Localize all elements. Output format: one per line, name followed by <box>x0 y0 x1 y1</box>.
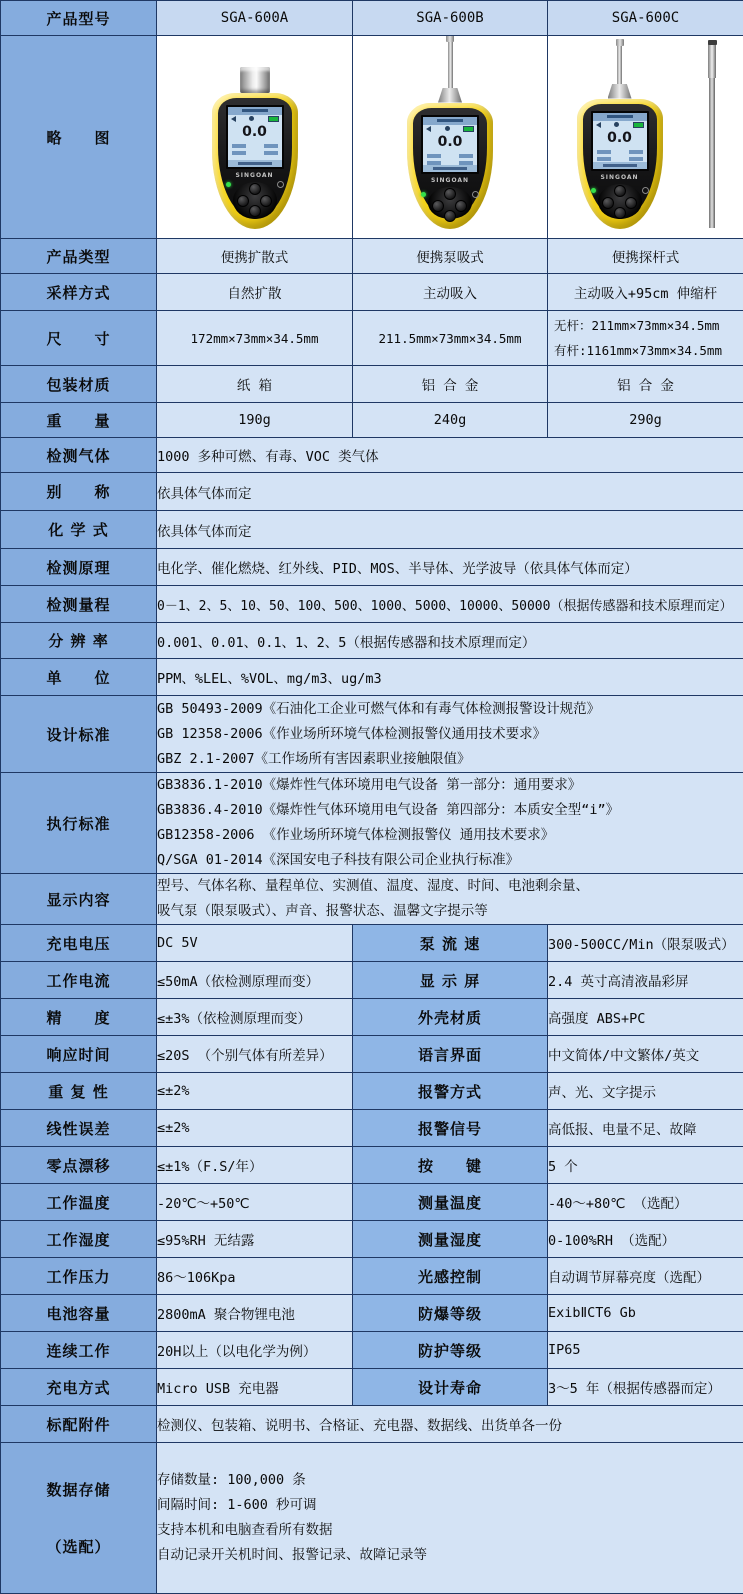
row-working-temp-measure-temp <box>1 1184 743 1221</box>
label-protection-rating: 防护等级 <box>353 1332 548 1369</box>
label-detected-gas: 检测气体 <box>1 438 157 473</box>
label-accuracy: 精 度 <box>1 999 157 1036</box>
row-chemical-formula <box>1 511 743 549</box>
value-packaging-c: 铝 合 金 <box>548 366 743 403</box>
value-design-standard <box>157 696 743 773</box>
value-accessories: 检测仪、包装箱、说明书、合格证、充电器、数据线、出货单各一份 <box>157 1406 743 1443</box>
value-working-pressure: 86～106Kpa <box>157 1258 353 1295</box>
value-design-life: 3～5 年（根据传感器而定） <box>548 1369 743 1406</box>
value-weight-c: 290g <box>548 403 743 438</box>
screen-title-bar <box>423 117 477 125</box>
value-product-type-c: 便携探杆式 <box>548 239 743 274</box>
value-alarm-signal: 高低报、电量不足、故障 <box>548 1110 743 1147</box>
value-sampling-a: 自然扩散 <box>157 274 353 311</box>
executive-standard-line: GB12358-2006 《作业场所环境气体检测报警仪 通用技术要求》 <box>157 823 743 848</box>
power-icon <box>642 187 649 194</box>
display-content-line: 吸气泵（限泵吸式）、声音、报警状态、温馨文字提示等 <box>157 899 743 924</box>
design-standard-line: GBZ 2.1-2007《工作场所有害因素职业接触限值》 <box>157 747 743 772</box>
gas-detector-image <box>407 36 493 229</box>
display-content-line: 型号、气体名称、量程单位、实测值、温度、湿度、时间、电池剩余量、 <box>157 874 743 899</box>
value-keys: 5 个 <box>548 1147 743 1184</box>
row-working-humidity-measure-humidity <box>1 1221 743 1258</box>
label-zero-drift: 零点漂移 <box>1 1147 157 1184</box>
label-alarm-mode: 报警方式 <box>353 1073 548 1110</box>
value-detected-gas: 1000 多种可燃、有毒、VOC 类气体 <box>157 438 743 473</box>
fan-icon <box>445 126 450 131</box>
data-storage-line: 支持本机和电脑查看所有数据 <box>157 1518 743 1543</box>
label-shell-material: 外壳材质 <box>353 999 548 1036</box>
row-detected-gas <box>1 438 743 473</box>
row-battery-explosion-proof <box>1 1295 743 1332</box>
label-accessories: 标配附件 <box>1 1406 157 1443</box>
value-product-type-b: 便携泵吸式 <box>353 239 548 274</box>
size-c-line-2: 有杆:1161mm×73mm×34.5mm <box>548 338 743 363</box>
label-working-pressure: 工作压力 <box>1 1258 157 1295</box>
row-alias <box>1 473 743 511</box>
label-charging-method: 充电方式 <box>1 1369 157 1406</box>
screen-reading: 0.0 <box>423 133 477 151</box>
model-name-sga-600c: SGA-600C <box>548 1 743 36</box>
value-shell-material: 高强度 ABS+PC <box>548 999 743 1036</box>
fan-icon <box>614 122 619 127</box>
sensor-cap-icon <box>240 67 270 93</box>
brand-label: SINGOAN <box>600 174 638 181</box>
row-resolution <box>1 623 743 659</box>
label-working-current: 工作电流 <box>1 962 157 999</box>
label-repeatability: 重 复 性 <box>1 1073 157 1110</box>
label-alias: 别 称 <box>1 473 157 511</box>
data-storage-label-line-1: 数据存储 <box>1 1479 156 1500</box>
value-alias: 依具体气体而定 <box>157 473 743 511</box>
label-explosion-proof-rating: 防爆等级 <box>353 1295 548 1332</box>
label-pump-flow: 泵 流 速 <box>353 925 548 962</box>
value-packaging-a: 纸 箱 <box>157 366 353 403</box>
label-working-humidity: 工作湿度 <box>1 1221 157 1258</box>
row-size <box>1 311 743 366</box>
row-continuous-work-protection <box>1 1332 743 1369</box>
value-charging-method: Micro USB 充电器 <box>157 1369 353 1406</box>
value-measure-humidity: 0-100%RH （选配） <box>548 1221 743 1258</box>
screen-status-bar <box>593 162 647 169</box>
screen-title-bar <box>593 113 647 121</box>
label-design-life: 设计寿命 <box>353 1369 548 1406</box>
value-alarm-mode: 声、光、文字提示 <box>548 1073 743 1110</box>
row-unit <box>1 659 743 696</box>
row-accuracy-shell-material <box>1 999 743 1036</box>
row-response-time-language <box>1 1036 743 1073</box>
label-display-content: 显示内容 <box>1 874 157 925</box>
button-cluster <box>428 187 472 219</box>
button-cluster <box>233 182 277 219</box>
value-protection-rating: IP65 <box>548 1332 743 1369</box>
device-body <box>577 99 663 229</box>
label-unit: 单 位 <box>1 659 157 696</box>
row-sketch <box>1 36 743 239</box>
value-sampling-c: 主动吸入+95cm 伸缩杆 <box>548 274 743 311</box>
label-response-time: 响应时间 <box>1 1036 157 1073</box>
model-name-sga-600b: SGA-600B <box>353 1 548 36</box>
row-sampling <box>1 274 743 311</box>
label-detection-range: 检测量程 <box>1 586 157 623</box>
label-measure-humidity: 测量湿度 <box>353 1221 548 1258</box>
gas-detector-image <box>212 41 298 229</box>
power-icon <box>472 191 479 198</box>
value-display-screen: 2.4 英寸高清液晶彩屏 <box>548 962 743 999</box>
label-executive-standard: 执行标准 <box>1 773 157 874</box>
design-standard-line: GB 50493-2009《石油化工企业可燃气体和有毒气体检测报警设计规范》 <box>157 697 743 722</box>
value-detection-principle: 电化学、催化燃烧、红外线、PID、MOS、半导体、光学波导（依具体气体而定） <box>157 549 743 586</box>
label-linearity-error: 线性误差 <box>1 1110 157 1147</box>
row-charging-voltage-pump-flow <box>1 925 743 962</box>
row-charging-method-design-life <box>1 1369 743 1406</box>
data-storage-line: 存储数量: 100,000 条 <box>157 1468 743 1493</box>
executive-standard-line: GB3836.4-2010《爆炸性气体环境用电气设备 第四部分：本质安全型“i”》 <box>157 798 743 823</box>
data-storage-label-line-2: （选配） <box>1 1536 156 1557</box>
row-repeatability-alarm-mode <box>1 1073 743 1110</box>
screen-title-bar <box>228 107 282 115</box>
label-packaging: 包装材质 <box>1 366 157 403</box>
battery-icon <box>268 116 279 122</box>
row-product-model <box>1 1 743 36</box>
value-working-current: ≤50mA（依检测原理而变） <box>157 962 353 999</box>
value-language: 中文简体/中文繁体/英文 <box>548 1036 743 1073</box>
value-working-humidity: ≤95%RH 无结露 <box>157 1221 353 1258</box>
value-battery-capacity: 2800mA 聚合物锂电池 <box>157 1295 353 1332</box>
value-working-temperature: -20℃～+50℃ <box>157 1184 353 1221</box>
telescopic-rod-cap-icon <box>708 40 717 45</box>
value-accuracy: ≤±3%（依检测原理而变） <box>157 999 353 1036</box>
speaker-icon <box>596 122 601 128</box>
label-battery-capacity: 电池容量 <box>1 1295 157 1332</box>
device-body <box>407 103 493 229</box>
product-image-cell-sga-600a <box>157 36 353 239</box>
label-display-screen: 显 示 屏 <box>353 962 548 999</box>
row-weight <box>1 403 743 438</box>
screen-status-bar <box>228 160 282 167</box>
value-sampling-b: 主动吸入 <box>353 274 548 311</box>
brand-label: SINGOAN <box>431 177 469 184</box>
value-repeatability: ≤±2% <box>157 1073 353 1110</box>
design-standard-line: GB 12358-2006《作业场所环境气体检测报警仪通用技术要求》 <box>157 722 743 747</box>
value-display-content <box>157 874 743 925</box>
product-image-cell-sga-600c <box>548 36 743 239</box>
executive-standard-line: GB3836.1-2010《爆炸性气体环境用电气设备 第一部分：通用要求》 <box>157 773 743 798</box>
value-explosion-proof-rating: ExibⅡCT6 Gb <box>548 1295 743 1332</box>
data-storage-line: 间隔时间: 1-600 秒可调 <box>157 1493 743 1518</box>
value-size-c <box>548 311 743 366</box>
row-design-standard <box>1 696 743 773</box>
label-light-control: 光感控制 <box>353 1258 548 1295</box>
screen-status-bar <box>423 165 477 172</box>
probe-tip-icon <box>616 39 624 46</box>
value-response-time: ≤20S （个别气体有所差异） <box>157 1036 353 1073</box>
label-weight: 重 量 <box>1 403 157 438</box>
executive-standard-line: Q/SGA 01-2014《深国安电子科技有限公司企业执行标准》 <box>157 848 743 873</box>
label-sketch: 略 图 <box>1 36 157 239</box>
speaker-icon <box>426 126 431 132</box>
row-detection-range <box>1 586 743 623</box>
data-storage-line: 自动记录开关机时间、报警记录、故障记录等 <box>157 1543 743 1568</box>
brand-label: SINGOAN <box>235 172 273 179</box>
value-size-b: 211.5mm×73mm×34.5mm <box>353 311 548 366</box>
value-unit: PPM、%LEL、%VOL、mg/m3、ug/m3 <box>157 659 743 696</box>
status-led <box>591 188 596 193</box>
row-working-current-display-screen <box>1 962 743 999</box>
label-resolution: 分 辨 率 <box>1 623 157 659</box>
row-product-type <box>1 239 743 274</box>
value-linearity-error: ≤±2% <box>157 1110 353 1147</box>
row-packaging <box>1 366 743 403</box>
device-screen <box>421 115 479 174</box>
status-led <box>421 192 426 197</box>
value-pump-flow: 300-500CC/Min（限泵吸式） <box>548 925 743 962</box>
label-alarm-signal: 报警信号 <box>353 1110 548 1147</box>
row-zero-drift-keys <box>1 1147 743 1184</box>
label-data-storage <box>1 1443 157 1594</box>
row-accessories <box>1 1406 743 1443</box>
label-product-model: 产品型号 <box>1 1 157 36</box>
row-data-storage <box>1 1443 743 1594</box>
value-continuous-work: 20H以上（以电化学为例） <box>157 1332 353 1369</box>
device-screen <box>591 111 649 171</box>
value-charging-voltage: DC 5V <box>157 925 353 962</box>
fan-icon <box>249 116 254 121</box>
battery-icon <box>633 122 644 128</box>
probe-cone-icon <box>608 84 632 99</box>
label-keys: 按 键 <box>353 1147 548 1184</box>
value-measure-temperature: -40～+80℃ （选配） <box>548 1184 743 1221</box>
value-product-type-a: 便携扩散式 <box>157 239 353 274</box>
label-sampling: 采样方式 <box>1 274 157 311</box>
row-detection-principle <box>1 549 743 586</box>
label-product-type: 产品类型 <box>1 239 157 274</box>
value-executive-standard <box>157 773 743 874</box>
model-name-sga-600a: SGA-600A <box>157 1 353 36</box>
device-body <box>212 93 298 229</box>
telescopic-rod-upper-icon <box>708 44 716 78</box>
probe-cone-icon <box>438 88 462 103</box>
product-image-cell-sga-600b <box>353 36 548 239</box>
value-resolution: 0.001、0.01、0.1、1、2、5（根据传感器和技术原理而定） <box>157 623 743 659</box>
label-size: 尺 寸 <box>1 311 157 366</box>
label-working-temperature: 工作温度 <box>1 1184 157 1221</box>
label-language: 语言界面 <box>353 1036 548 1073</box>
power-icon <box>277 181 284 188</box>
device-screen <box>226 105 284 169</box>
speaker-icon <box>231 116 236 122</box>
battery-icon <box>463 126 474 132</box>
screen-reading: 0.0 <box>593 129 647 147</box>
screen-reading: 0.0 <box>228 123 282 141</box>
value-chemical-formula: 依具体气体而定 <box>157 511 743 549</box>
value-detection-range: 0－1、2、5、10、50、100、500、1000、5000、10000、50000（根据传感器和技术原理而定） <box>157 586 743 623</box>
label-design-standard: 设计标准 <box>1 696 157 773</box>
gas-detector-image <box>577 36 663 229</box>
value-weight-a: 190g <box>157 403 353 438</box>
status-led <box>226 182 231 187</box>
probe-rod-icon <box>617 46 622 84</box>
button-cluster <box>598 184 642 219</box>
value-light-control: 自动调节屏幕亮度（选配） <box>548 1258 743 1295</box>
label-detection-principle: 检测原理 <box>1 549 157 586</box>
value-size-a: 172mm×73mm×34.5mm <box>157 311 353 366</box>
value-weight-b: 240g <box>353 403 548 438</box>
label-charging-voltage: 充电电压 <box>1 925 157 962</box>
row-linearity-alarm-signal <box>1 1110 743 1147</box>
size-c-line-1: 无杆：211mm×73mm×34.5mm <box>548 313 743 338</box>
value-data-storage <box>157 1443 743 1594</box>
label-chemical-formula: 化 学 式 <box>1 511 157 549</box>
row-executive-standard <box>1 773 743 874</box>
label-continuous-work: 连续工作 <box>1 1332 157 1369</box>
probe-rod-icon <box>448 42 453 88</box>
row-working-pressure-light-control <box>1 1258 743 1295</box>
value-packaging-b: 铝 合 金 <box>353 366 548 403</box>
label-measure-temperature: 测量温度 <box>353 1184 548 1221</box>
row-display-content <box>1 874 743 925</box>
value-zero-drift: ≤±1%（F.S/年） <box>157 1147 353 1184</box>
